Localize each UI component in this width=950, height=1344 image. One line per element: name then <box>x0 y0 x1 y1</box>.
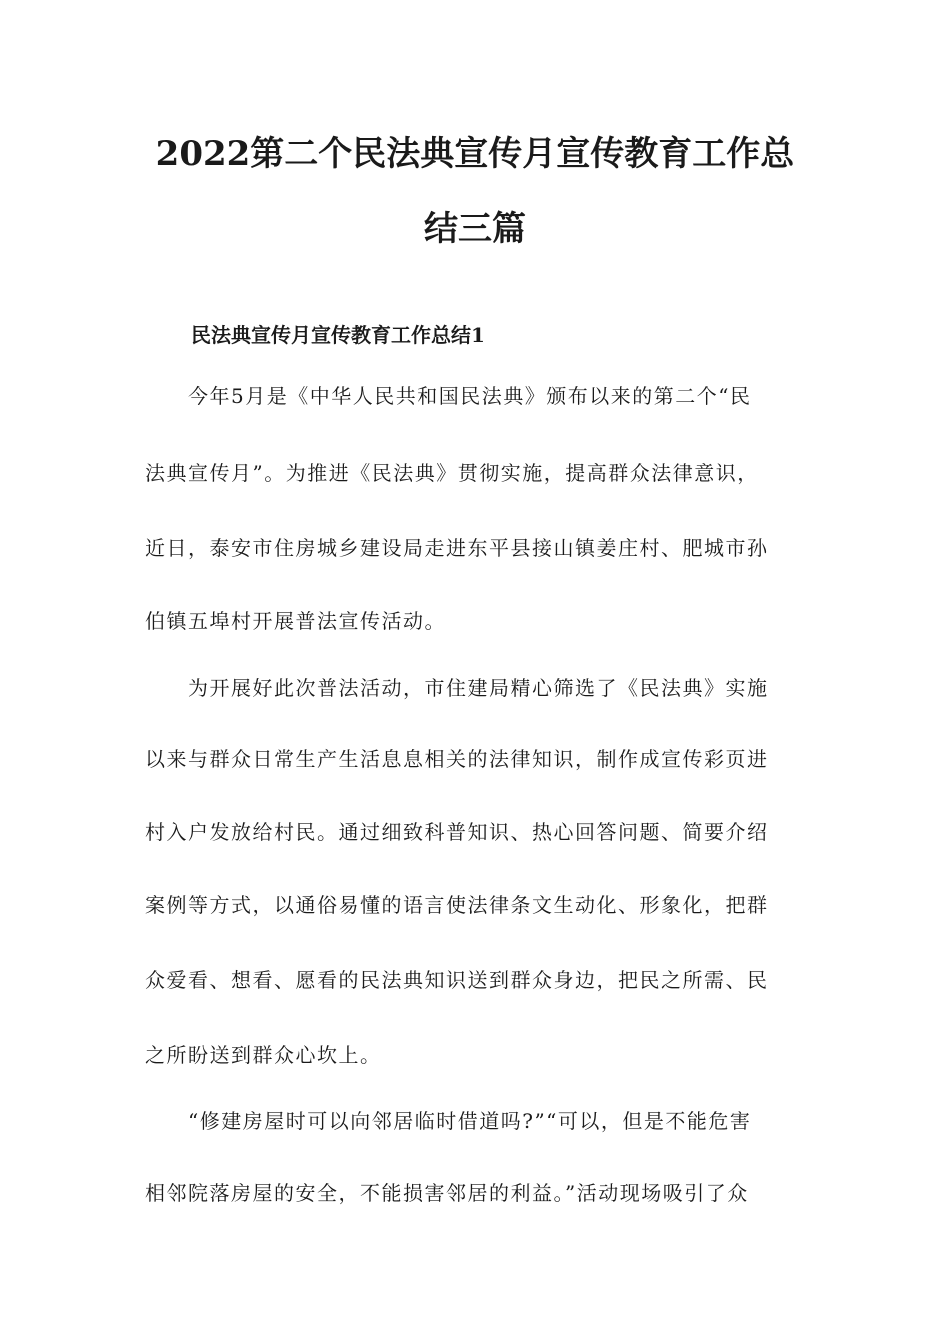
body-text-line: “修建房屋时可以向邻居临时借道吗?”“可以，但是不能危害 <box>145 1109 752 1133</box>
body-text-line: 法典宣传月”。为推进《民法典》贯彻实施，提高群众法律意识， <box>145 461 759 485</box>
document-title-line-1: 2022第二个民法典宣传月宣传教育工作总 <box>155 134 795 174</box>
body-text-line: 村入户发放给村民。通过细致科普知识、热心回答问题、简要介绍 <box>145 820 769 844</box>
body-text-line: 众爱看、想看、愿看的民法典知识送到群众身边，把民之所需、民 <box>145 968 769 992</box>
body-text-line: 近日，泰安市住房城乡建设局走进东平县接山镇姜庄村、肥城市孙 <box>145 536 769 560</box>
body-text-line: 伯镇五埠村开展普法宣传活动。 <box>145 609 446 633</box>
section-heading: 民法典宣传月宣传教育工作总结1 <box>191 323 485 347</box>
body-text-line: 案例等方式，以通俗易懂的语言使法律条文生动化、形象化，把群 <box>145 893 769 917</box>
body-text-line: 今年5月是《中华人民共和国民法典》颁布以来的第二个“民 <box>145 384 752 408</box>
body-text-line: 为开展好此次普法活动，市住建局精心筛选了《民法典》实施 <box>145 676 769 700</box>
body-text-line: 之所盼送到群众心坎上。 <box>145 1043 382 1067</box>
body-text-line: 相邻院落房屋的安全，不能损害邻居的利益。”活动现场吸引了众 <box>145 1181 749 1205</box>
document-title-line-2: 结三篇 <box>424 209 526 249</box>
body-text-line: 以来与群众日常生产生活息息相关的法律知识，制作成宣传彩页进 <box>145 747 769 771</box>
